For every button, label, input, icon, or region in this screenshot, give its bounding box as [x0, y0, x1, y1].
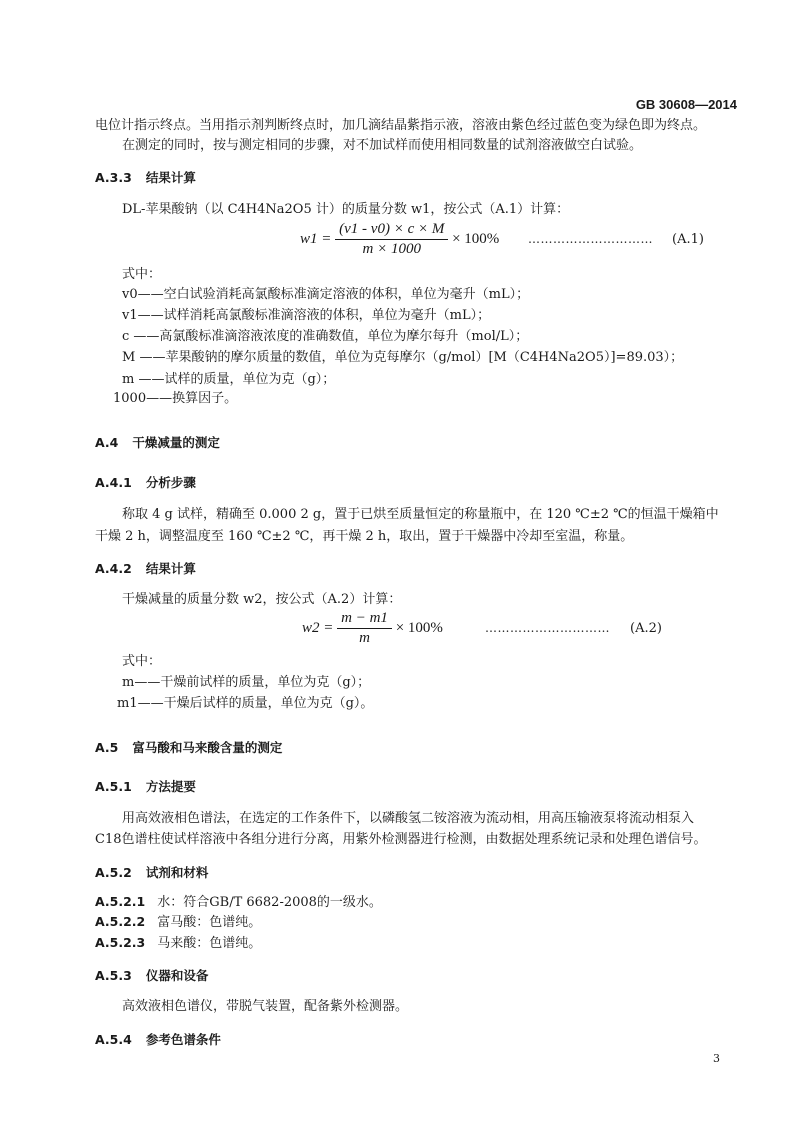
section-title: 结果计算 [145, 170, 196, 185]
section-heading-a51 [95, 777, 196, 795]
formula-a2 [302, 610, 443, 647]
page-number: 3 [713, 1052, 720, 1065]
formula-intro: 干燥减量的质量分数 w2，按公式（A.2）计算： [122, 592, 402, 607]
formula-dots: ………………………… [485, 621, 610, 635]
list-item [95, 934, 261, 953]
formula-a1 [300, 221, 499, 258]
section-heading-a41 [95, 473, 196, 491]
paragraph: 用高效液相色谱法，在选定的工作条件下，以磷酸氢二铵溶液为流动相，用高压输液泵将流动相泵入 [122, 811, 695, 826]
section-number: A.5 [95, 740, 119, 755]
definition: m ——试样的质量，单位为克（g）； [122, 372, 336, 387]
paragraph: 干燥 2 h，调整温度至 160 ℃±2 ℃，再干燥 2 h，取出，置于干燥器中冷却至室温，称量。 [95, 529, 634, 544]
section-number: A.5.3 [95, 968, 132, 983]
definition: m——干燥前试样的质量，单位为克（g）； [122, 675, 371, 690]
formula-fraction [335, 221, 448, 258]
section-title: 参考色谱条件 [145, 1032, 221, 1047]
standard-number: GB 30608—2014 [635, 97, 737, 112]
formula-intro: DL-苹果酸钠（以 C4H4Na2O5 计）的质量分数 w1，按公式（A.1）计算： [122, 202, 570, 217]
section-title: 结果计算 [145, 561, 196, 576]
formula-times: × 100% [452, 230, 500, 247]
section-number: A.5.4 [95, 1032, 132, 1047]
where-label: 式中： [122, 267, 162, 282]
section-heading-a42 [95, 559, 196, 577]
paragraph: C18色谱柱使试样溶液中各组分进行分离，用紫外检测器进行检测，由数据处理系统记录和处理色谱信号。 [95, 832, 707, 847]
section-heading-a54 [95, 1030, 221, 1048]
section-title: 试剂和材料 [145, 865, 209, 880]
section-heading-a4 [95, 433, 220, 451]
section-number: A.4.2 [95, 561, 132, 576]
definition: 1000——换算因子。 [113, 391, 238, 406]
formula-label: (A.1) [672, 232, 704, 247]
definition: c ——高氯酸标准滴溶液浓度的准确数值，单位为摩尔每升（mol/L）； [122, 329, 529, 344]
section-heading-a52 [95, 863, 208, 881]
paragraph: 在测定的同时，按与测定相同的步骤，对不加试样而使用相同数量的试剂溶液做空白试验。 [122, 138, 643, 153]
item-number: A.5.2.2 [95, 914, 146, 929]
formula-numerator: (v1 - v0) × c × M [335, 221, 448, 240]
formula-fraction [337, 610, 392, 647]
formula-numerator: m − m1 [337, 610, 392, 629]
section-title: 仪器和设备 [145, 968, 209, 983]
formula-times: × 100% [395, 619, 443, 636]
section-title: 富马酸和马来酸含量的测定 [132, 740, 283, 755]
item-text: 马来酸：色谱纯。 [157, 936, 262, 951]
item-number: A.5.2.1 [95, 894, 146, 909]
formula-lhs: w1 = [300, 230, 332, 247]
list-item [95, 893, 382, 912]
definition: M ——苹果酸钠的摩尔质量的数值，单位为克每摩尔（g/mol）[M（C4H4Na2O5）]=89.03）； [122, 350, 684, 365]
definition: v1——试样消耗高氯酸标准滴溶液的体积，单位为毫升（mL）； [122, 308, 491, 323]
section-title: 干燥减量的测定 [132, 435, 220, 450]
item-text: 富马酸：色谱纯。 [157, 915, 262, 930]
item-number: A.5.2.3 [95, 935, 146, 950]
section-heading-a333 [95, 168, 196, 186]
paragraph: 称取 4 g 试样，精确至 0.000 2 g，置于已烘至质量恒定的称量瓶中，在 120 ℃±2 ℃的恒温干燥箱中 [122, 507, 719, 522]
formula-dots: ………………………… [528, 232, 653, 246]
section-title: 方法提要 [145, 779, 196, 794]
item-text: 水：符合GB/T 6682-2008的一级水。 [157, 895, 382, 910]
section-number: A.4 [95, 435, 119, 450]
list-item [95, 913, 261, 932]
formula-denominator: m × 1000 [362, 241, 421, 257]
formula-lhs: w2 = [302, 619, 334, 636]
section-number: A.5.2 [95, 865, 132, 880]
definition: m1——干燥后试样的质量，单位为克（g）。 [117, 696, 374, 711]
paragraph: 高效液相色谱仪，带脱气装置，配备紫外检测器。 [122, 999, 409, 1014]
formula-label: (A.2) [630, 621, 662, 636]
where-label: 式中： [122, 654, 162, 669]
section-number: A.4.1 [95, 475, 132, 490]
paragraph: 电位计指示终点。当用指示剂判断终点时，加几滴结晶紫指示液，溶液由紫色经过蓝色变为绿色即为终点。 [95, 118, 707, 133]
section-heading-a53 [95, 966, 208, 984]
section-number: A.5.1 [95, 779, 132, 794]
formula-denominator: m [359, 630, 370, 646]
section-title: 分析步骤 [145, 475, 196, 490]
section-heading-a5 [95, 738, 282, 756]
definition: v0——空白试验消耗高氯酸标准滴定溶液的体积，单位为毫升（mL）； [122, 287, 530, 302]
section-number: A.3.3 [95, 170, 132, 185]
